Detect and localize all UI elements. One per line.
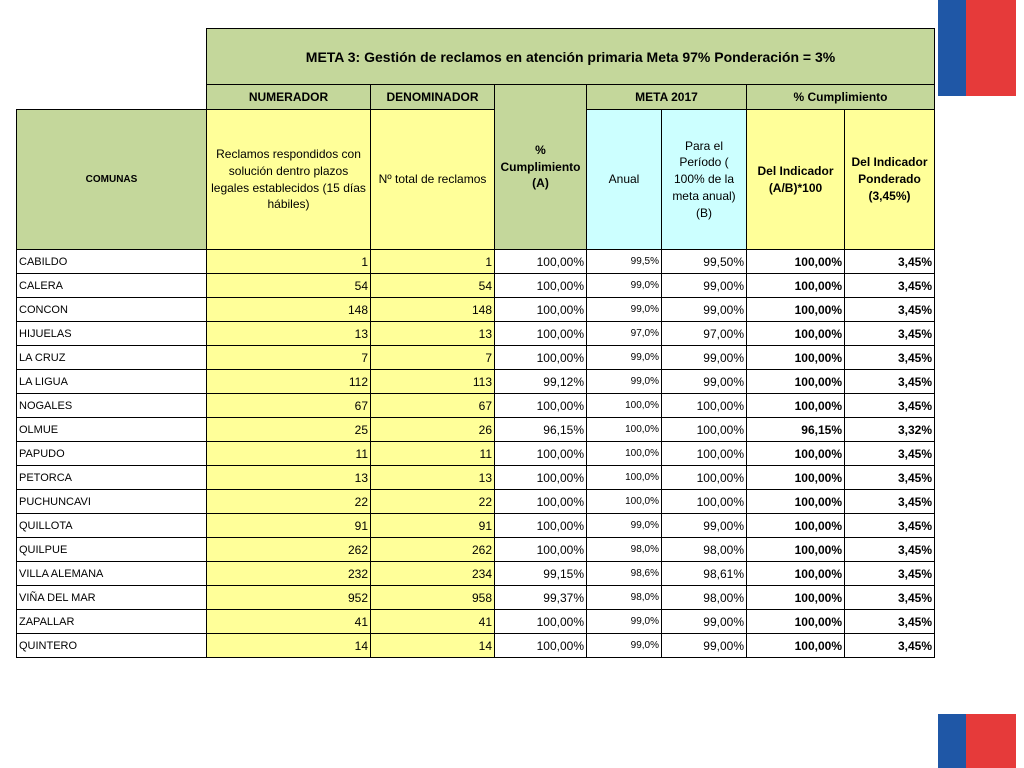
cell-pct-cumplimiento: 100,00% [495, 538, 587, 562]
cell-ponderado: 3,45% [845, 442, 935, 466]
cell-periodo: 99,00% [662, 346, 747, 370]
cell-periodo: 99,00% [662, 514, 747, 538]
table-row [17, 346, 935, 370]
header-del-indicador: Del Indicador (A/B)*100 [747, 110, 845, 250]
cell-denominador: 14 [371, 634, 495, 658]
cell-anual: 99,0% [587, 610, 662, 634]
header-anual: Anual [587, 110, 662, 250]
table-row [17, 514, 935, 538]
cell-denominador: 13 [371, 322, 495, 346]
cell-anual: 99,0% [587, 634, 662, 658]
cell-anual: 100,0% [587, 466, 662, 490]
cell-pct-cumplimiento: 100,00% [495, 634, 587, 658]
cell-comuna: ZAPALLAR [17, 610, 207, 634]
cell-anual: 100,0% [587, 490, 662, 514]
cell-comuna: PUCHUNCAVI [17, 490, 207, 514]
cell-del-indicador: 100,00% [747, 250, 845, 274]
cell-comuna: CONCON [17, 298, 207, 322]
table-row [17, 538, 935, 562]
cell-ponderado: 3,45% [845, 586, 935, 610]
cell-denominador: 262 [371, 538, 495, 562]
header-para-periodo: Para el Período ( 100% de la meta anual) (B) [662, 110, 747, 250]
cell-comuna: CALERA [17, 274, 207, 298]
cell-pct-cumplimiento: 100,00% [495, 466, 587, 490]
cell-anual: 98,6% [587, 562, 662, 586]
cell-periodo: 99,50% [662, 250, 747, 274]
cell-ponderado: 3,45% [845, 634, 935, 658]
cell-numerador: 11 [207, 442, 371, 466]
cell-numerador: 54 [207, 274, 371, 298]
table-row [17, 298, 935, 322]
cell-ponderado: 3,45% [845, 490, 935, 514]
cell-comuna: LA CRUZ [17, 346, 207, 370]
cell-pct-cumplimiento: 100,00% [495, 442, 587, 466]
cell-periodo: 100,00% [662, 442, 747, 466]
header-pct-cumplimiento: % Cumplimiento (A) [495, 85, 587, 250]
header-meta-2017: META 2017 [587, 85, 747, 110]
cell-ponderado: 3,45% [845, 322, 935, 346]
cell-numerador: 7 [207, 346, 371, 370]
cell-periodo: 98,61% [662, 562, 747, 586]
cell-periodo: 100,00% [662, 394, 747, 418]
cell-denominador: 13 [371, 466, 495, 490]
cell-del-indicador: 100,00% [747, 586, 845, 610]
cell-periodo: 97,00% [662, 322, 747, 346]
cell-periodo: 99,00% [662, 370, 747, 394]
cell-denominador: 7 [371, 346, 495, 370]
cell-numerador: 25 [207, 418, 371, 442]
table-row [17, 634, 935, 658]
cell-anual: 98,0% [587, 538, 662, 562]
cell-del-indicador: 100,00% [747, 394, 845, 418]
cell-numerador: 67 [207, 394, 371, 418]
cell-anual: 100,0% [587, 394, 662, 418]
header-del-indicador-ponderado: Del Indicador Ponderado (3,45%) [845, 110, 935, 250]
cell-periodo: 99,00% [662, 298, 747, 322]
cell-numerador: 148 [207, 298, 371, 322]
cell-pct-cumplimiento: 96,15% [495, 418, 587, 442]
header-numerador-desc: Reclamos respondidos con solución dentro plazos legales establecidos (15 días hábiles) [207, 110, 371, 250]
cell-del-indicador: 100,00% [747, 490, 845, 514]
cell-denominador: 148 [371, 298, 495, 322]
cell-ponderado: 3,45% [845, 346, 935, 370]
header-denominador-desc: Nº total de reclamos [371, 110, 495, 250]
cell-del-indicador: 100,00% [747, 274, 845, 298]
cell-ponderado: 3,45% [845, 370, 935, 394]
cell-del-indicador: 100,00% [747, 538, 845, 562]
cell-anual: 99,5% [587, 250, 662, 274]
cell-ponderado: 3,45% [845, 538, 935, 562]
cell-denominador: 54 [371, 274, 495, 298]
cell-anual: 97,0% [587, 322, 662, 346]
cell-del-indicador: 100,00% [747, 610, 845, 634]
table-row [17, 274, 935, 298]
table-row [17, 610, 935, 634]
cell-ponderado: 3,45% [845, 562, 935, 586]
cell-numerador: 13 [207, 466, 371, 490]
cell-periodo: 99,00% [662, 274, 747, 298]
cell-pct-cumplimiento: 99,12% [495, 370, 587, 394]
header-pct-cumplimiento-group: % Cumplimiento [747, 85, 935, 110]
cell-del-indicador: 100,00% [747, 514, 845, 538]
cell-numerador: 1 [207, 250, 371, 274]
header-denominador: DENOMINADOR [371, 85, 495, 110]
cell-pct-cumplimiento: 100,00% [495, 298, 587, 322]
cell-del-indicador: 100,00% [747, 442, 845, 466]
table-title: META 3: Gestión de reclamos en atención primaria Meta 97% Ponderación = 3% [207, 29, 935, 85]
cell-ponderado: 3,45% [845, 250, 935, 274]
cell-denominador: 26 [371, 418, 495, 442]
cell-numerador: 232 [207, 562, 371, 586]
cell-periodo: 98,00% [662, 586, 747, 610]
cell-del-indicador: 100,00% [747, 466, 845, 490]
cell-anual: 99,0% [587, 298, 662, 322]
cell-comuna: QUILLOTA [17, 514, 207, 538]
cell-comuna: HIJUELAS [17, 322, 207, 346]
cell-pct-cumplimiento: 100,00% [495, 610, 587, 634]
cell-ponderado: 3,45% [845, 514, 935, 538]
cell-anual: 98,0% [587, 586, 662, 610]
cell-numerador: 952 [207, 586, 371, 610]
cell-anual: 99,0% [587, 370, 662, 394]
cell-pct-cumplimiento: 100,00% [495, 250, 587, 274]
cell-pct-cumplimiento: 100,00% [495, 514, 587, 538]
table-row [17, 490, 935, 514]
table-row [17, 418, 935, 442]
cell-pct-cumplimiento: 100,00% [495, 274, 587, 298]
cell-pct-cumplimiento: 100,00% [495, 490, 587, 514]
cell-numerador: 13 [207, 322, 371, 346]
cell-denominador: 41 [371, 610, 495, 634]
cell-denominador: 91 [371, 514, 495, 538]
cell-pct-cumplimiento: 99,15% [495, 562, 587, 586]
table-row [17, 562, 935, 586]
cell-pct-cumplimiento: 100,00% [495, 394, 587, 418]
cell-del-indicador: 100,00% [747, 298, 845, 322]
cell-numerador: 41 [207, 610, 371, 634]
cell-denominador: 11 [371, 442, 495, 466]
cell-anual: 99,0% [587, 274, 662, 298]
flag-decoration-bottom [930, 714, 1024, 768]
cell-comuna: PETORCA [17, 466, 207, 490]
cell-numerador: 22 [207, 490, 371, 514]
cell-del-indicador: 100,00% [747, 346, 845, 370]
cell-denominador: 67 [371, 394, 495, 418]
header-numerador: NUMERADOR [207, 85, 371, 110]
cell-comuna: OLMUE [17, 418, 207, 442]
cell-comuna: NOGALES [17, 394, 207, 418]
cell-denominador: 1 [371, 250, 495, 274]
cell-comuna: QUINTERO [17, 634, 207, 658]
header-comunas: COMUNAS [17, 110, 207, 250]
cell-numerador: 14 [207, 634, 371, 658]
cell-pct-cumplimiento: 100,00% [495, 346, 587, 370]
cell-ponderado: 3,45% [845, 466, 935, 490]
cell-ponderado: 3,45% [845, 610, 935, 634]
cell-anual: 99,0% [587, 346, 662, 370]
cell-periodo: 98,00% [662, 538, 747, 562]
meta-table [16, 28, 935, 658]
cell-del-indicador: 100,00% [747, 562, 845, 586]
cell-denominador: 234 [371, 562, 495, 586]
table-row [17, 394, 935, 418]
table-row [17, 466, 935, 490]
cell-ponderado: 3,45% [845, 394, 935, 418]
cell-anual: 99,0% [587, 514, 662, 538]
cell-ponderado: 3,32% [845, 418, 935, 442]
cell-numerador: 112 [207, 370, 371, 394]
cell-del-indicador: 100,00% [747, 370, 845, 394]
flag-decoration-top [930, 0, 1024, 100]
cell-comuna: LA LIGUA [17, 370, 207, 394]
cell-comuna: CABILDO [17, 250, 207, 274]
table-row [17, 442, 935, 466]
cell-anual: 100,0% [587, 418, 662, 442]
cell-periodo: 100,00% [662, 418, 747, 442]
cell-del-indicador: 96,15% [747, 418, 845, 442]
cell-comuna: PAPUDO [17, 442, 207, 466]
cell-ponderado: 3,45% [845, 274, 935, 298]
cell-comuna: VILLA ALEMANA [17, 562, 207, 586]
cell-periodo: 100,00% [662, 466, 747, 490]
table-row [17, 586, 935, 610]
cell-denominador: 113 [371, 370, 495, 394]
cell-periodo: 99,00% [662, 634, 747, 658]
cell-numerador: 91 [207, 514, 371, 538]
cell-anual: 100,0% [587, 442, 662, 466]
cell-comuna: VIÑA DEL MAR [17, 586, 207, 610]
cell-pct-cumplimiento: 100,00% [495, 322, 587, 346]
cell-pct-cumplimiento: 99,37% [495, 586, 587, 610]
table-row [17, 250, 935, 274]
cell-del-indicador: 100,00% [747, 634, 845, 658]
cell-periodo: 100,00% [662, 490, 747, 514]
cell-comuna: QUILPUE [17, 538, 207, 562]
cell-denominador: 958 [371, 586, 495, 610]
cell-denominador: 22 [371, 490, 495, 514]
cell-periodo: 99,00% [662, 610, 747, 634]
cell-ponderado: 3,45% [845, 298, 935, 322]
table-row [17, 370, 935, 394]
cell-del-indicador: 100,00% [747, 322, 845, 346]
table-row [17, 322, 935, 346]
cell-numerador: 262 [207, 538, 371, 562]
